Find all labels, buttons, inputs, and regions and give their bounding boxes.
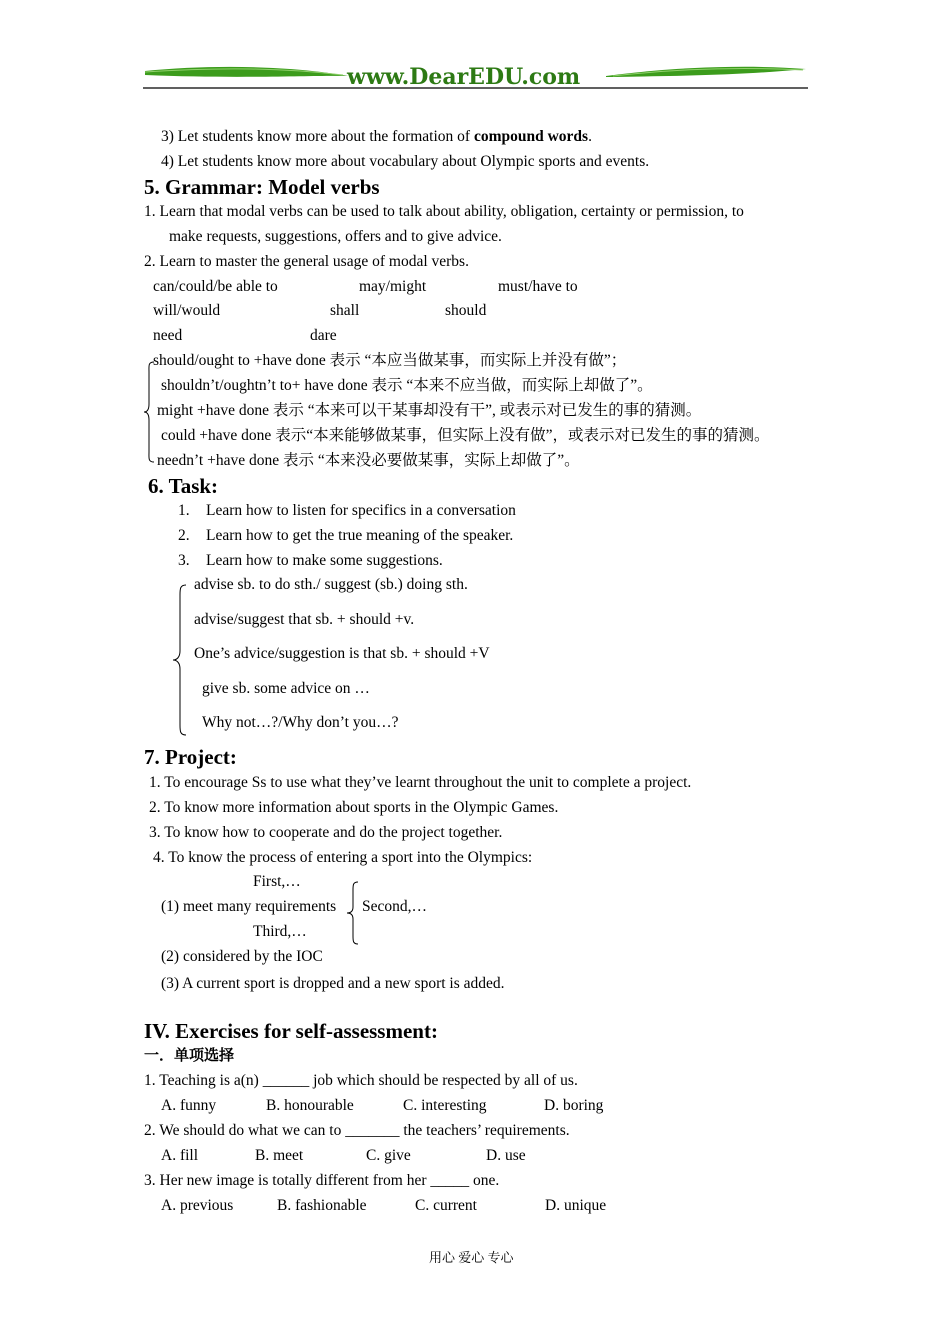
suggestion-pattern: advise/suggest that sb. + should +v. — [194, 611, 415, 628]
suggestion-pattern: One’s advice/suggestion is that sb. + should +V — [194, 645, 490, 662]
task-item: Learn how to make some suggestions. — [206, 552, 443, 569]
exercises-subheading: 一．单项选择 — [144, 1046, 235, 1064]
task-item-number: 2. — [178, 527, 190, 544]
task-item: Learn how to listen for specifics in a conversation — [206, 502, 516, 519]
process-step: (3) A current sport is dropped and a new sport is added. — [161, 975, 505, 992]
task-item-number: 3. — [178, 552, 190, 569]
project-item: 2. To know more information about sports in the Olympic Games. — [149, 799, 559, 816]
perfect-modal-item: shouldn’t/oughtn’t to+ have done 表示 “本来不应当做，而实际上却做了”。 — [161, 377, 653, 394]
suggestion-pattern: advise sb. to do sth./ suggest (sb.) doing sth. — [194, 576, 468, 593]
option: D. use — [486, 1147, 526, 1164]
option: A. funny — [161, 1097, 217, 1114]
grammar-point-2: 2. Learn to master the general usage of modal verbs. — [144, 253, 469, 270]
option: D. unique — [545, 1197, 607, 1214]
perfect-modals-brace — [142, 360, 156, 464]
question: 1. Teaching is a(n) ______ job which should be respected by all of us. — [144, 1072, 578, 1089]
site-logo: www.DearEDU.com — [347, 64, 581, 90]
exercises-heading: IV. Exercises for self-assessment: — [144, 1019, 438, 1043]
perfect-modal-item: needn’t +have done 表示 “本来没必要做某事，实际上却做了”。 — [157, 452, 580, 469]
option: B. honourable — [266, 1097, 354, 1114]
process-substep: First,… — [253, 873, 301, 890]
project-item: 3. To know how to cooperate and do the project together. — [149, 824, 503, 841]
aim-item-3: 3) Let students know more about the formation of compound words. — [161, 128, 592, 145]
project-item: 4. To know the process of entering a sport into the Olympics: — [153, 849, 533, 866]
task-item: Learn how to get the true meaning of the speaker. — [206, 527, 514, 544]
perfect-modal-item: could +have done 表示“本来能够做某事，但实际上没有做”，或表示对已发生的事的猜测。 — [161, 427, 770, 444]
task-heading: 6. Task: — [148, 474, 219, 498]
project-heading: 7. Project: — [144, 745, 237, 769]
option: B. meet — [255, 1147, 304, 1164]
perfect-modal-item: should/ought to +have done 表示 “本应当做某事，而实际上并没有做”； — [153, 352, 627, 369]
modal-verb: must/have to — [498, 278, 578, 295]
perfect-modal-item: might +have done 表示 “本来可以干某事却没有干”, 或表示对已发生的事的猜测。 — [157, 402, 702, 419]
suggestion-pattern: Why not…?/Why don’t you…? — [202, 714, 399, 731]
grammar-heading: 5. Grammar: Model verbs — [144, 175, 380, 199]
modal-verb: need — [153, 327, 183, 344]
question: 2. We should do what we can to _______ the teachers’ requirements. — [144, 1122, 570, 1139]
option: A. previous — [161, 1197, 234, 1214]
modal-verb: may/might — [359, 278, 427, 295]
process-step: (1) meet many requirements — [161, 898, 337, 915]
question: 3. Her new image is totally different from her _____ one. — [144, 1172, 500, 1189]
suggestion-pattern: give sb. some advice on … — [202, 680, 370, 697]
option: C. interesting — [403, 1097, 487, 1114]
project-item: 1. To encourage Ss to use what they’ve learnt throughout the unit to complete a project. — [149, 774, 692, 791]
grammar-point-1: 1. Learn that modal verbs can be used to talk about ability, obligation, certainty or permission, to — [144, 203, 744, 220]
process-substep: Third,… — [253, 923, 307, 940]
modal-verb: should — [445, 302, 487, 319]
process-step: (2) considered by the IOC — [161, 948, 323, 965]
modal-verb: can/could/be able to — [153, 278, 278, 295]
task-item-number: 1. — [178, 502, 190, 519]
footer-text: 用心 爱心 专心 — [429, 1250, 514, 1265]
modal-verb: will/would — [153, 302, 221, 319]
option: D. boring — [544, 1097, 604, 1114]
modal-verb: shall — [330, 302, 360, 319]
option: C. current — [415, 1197, 477, 1214]
option: A. fill — [161, 1147, 199, 1164]
process-substep: Second,… — [362, 898, 428, 915]
suggestions-brace — [170, 583, 188, 737]
option: C. give — [366, 1147, 411, 1164]
modal-verb: dare — [310, 327, 337, 344]
grammar-point-1-cont: make requests, suggestions, offers and to give advice. — [169, 228, 502, 245]
option: B. fashionable — [277, 1197, 367, 1214]
requirements-brace — [344, 880, 360, 946]
aim-item-4: 4) Let students know more about vocabulary about Olympic sports and events. — [161, 153, 650, 170]
